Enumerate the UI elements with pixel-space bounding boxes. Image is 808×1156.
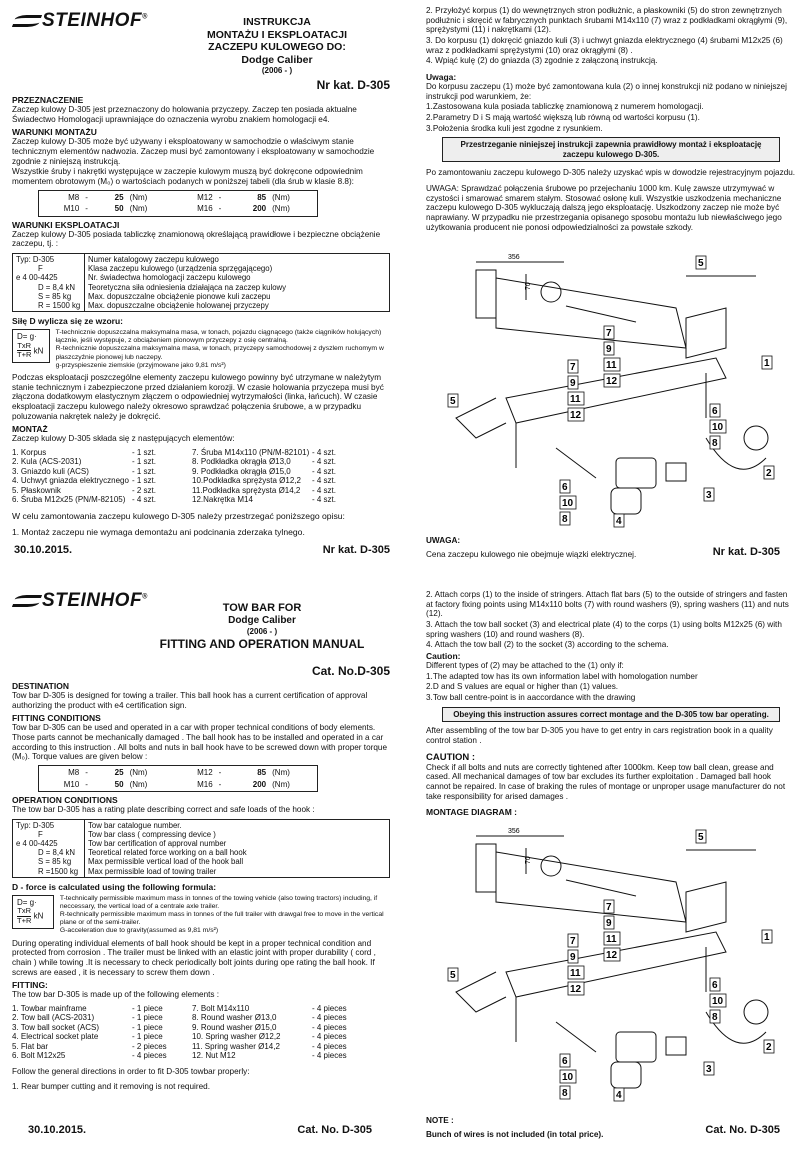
note-heading: UWAGA: <box>426 536 461 545</box>
section-heading: DESTINATION <box>12 681 69 691</box>
q1-body <box>12 92 390 538</box>
callout-label-5: 5 <box>698 258 704 269</box>
formula-heading: Siłę D wylicza się ze wzoru: <box>12 316 124 327</box>
q2-callouts <box>436 248 792 528</box>
paragraph: Check if all bolts and nuts are correctly tightened after 1000km. Keep tow ball clean, grease and cased. All mechanical damages of tow bar excludes its further exploitation . Damaged ball hook cannot be repaired. In case of braking the rules of montage or unproper usage manufacturer do not take responsibility for arised damages . <box>426 762 786 801</box>
callout-label-7: 7 <box>606 328 612 339</box>
formula-heading: D - force is calculated using the following formula: <box>12 881 217 892</box>
callout-label-12: 12 <box>570 410 582 421</box>
callout-label-3: 3 <box>706 490 712 501</box>
formula: D= g· $\frac{\text{TxR}}{T+R}$ kN T-technically permissible maximum mass in tonnes of the towing vehicle (also towing tractors) including, if neccessary, the vertical load of a centrale axle trailer. R-technically permissible maximum mass in tonnes of the full trailer with drawgal free to move in the vertical plane or of the semi-trailer. G-acceleration due to gravity(assumed as 9,81 m/s²) <box>12 895 390 936</box>
section-heading: FITTING CONDITIONS <box>12 713 101 724</box>
paragraph: 2. Attach corps (1) to the inside of stringers. Attach flat bars (5) to the outside of stringers and fasten at factory fixing points using M14x110 bolts (7) with round washers (9), spring washers (11) and nuts (12). <box>426 590 789 619</box>
callout-label-5: 5 <box>698 832 704 843</box>
q3-body <box>12 678 390 1093</box>
torque-table: M8 - 25 (Nm) M12 - 85 (Nm) M10 - 50 (Nm) M16 - 200 (Nm) <box>38 765 318 792</box>
q3-title: TOW BAR FOR Dodge Caliber (2006 - ) FITTING AND OPERATION MANUAL <box>159 602 365 651</box>
callout-label-4: 4 <box>616 516 622 527</box>
callout-label-7: 7 <box>606 902 612 913</box>
paragraph: 2. Przyłożyć korpus (1) do wewnętrznych stron podłużnic, a płaskowniki (5) do stron zewnętrznych podłużnic i skręcić w fabrycznych punktach śrubami M14x110 (7) wraz z podkładkami okrągłymi (9), sprężystymi (11) i nakrętkami (12). <box>426 6 788 35</box>
q3-cat-no: Cat. No.D-305 <box>311 664 390 678</box>
q4-footer-cat: Cat. No. D-305 <box>705 1124 780 1136</box>
dim-356-label: 356 <box>508 254 520 261</box>
paragraph: The tow bar D-305 is made up of the following elements : <box>12 990 220 1000</box>
list-item: 3.Tow ball centre-point is in aaccordance with the drawing <box>426 693 636 703</box>
q3-english-manual <box>12 586 392 1150</box>
q1-date: 30.10.2015. <box>14 544 73 556</box>
q1-title: INSTRUKCJA MONTAŻU I EKSPLOATACJI ZACZEPU KULOWEGO DO: Dodge Caliber (2006 - ) <box>207 16 347 76</box>
callout-label-5: 5 <box>450 396 456 407</box>
callout-label-10: 10 <box>712 422 724 433</box>
paragraph: 4. Attach the tow ball (2) to the socket (3) according to the schema. <box>426 640 669 650</box>
callout-label-3: 3 <box>706 1064 712 1075</box>
callout-label-9: 9 <box>570 378 576 389</box>
steinhof-logo: STEINHOF® <box>14 590 148 612</box>
list-item: 2.D and S values are equal or higher than (1) values. <box>426 682 619 692</box>
section-heading: WARUNKI EKSPLOATACJI <box>12 219 120 230</box>
paragraph: After assembling of the tow bar D-305 you have to get entry in cars registration book in a quality control station . <box>426 726 773 745</box>
callout-label-8: 8 <box>562 1088 568 1099</box>
callout-label-1: 1 <box>764 358 770 369</box>
paragraph: Zaczep kulowy D-305 posiada tabliczkę znamionową określającą prawidłowe i bezpieczne obciążenie zaczepu, tj. : <box>12 229 381 249</box>
section-heading: Caution: <box>426 651 461 662</box>
callout-label-9: 9 <box>606 918 612 929</box>
callout-label-11: 11 <box>606 360 617 371</box>
callout-label-6: 6 <box>712 980 718 991</box>
paragraph: During operating individual elements of ball hook should be kept in a proper technical condition and protected from corrosion . The trailer must be linked with an elastic joint with proper durability ( cord , chain ) while towing .It is necessary to check periodically bolt joints during ope rating the ball hook. If screws are eased , it is necessary to screw them down . <box>12 938 376 977</box>
paragraph: 3. Attach the tow ball socket (3) and electrical plate (4) to the corps (1) using bolts M12x25 (6) with spring washers (10) and round washers (8). <box>426 620 782 639</box>
callout-label-10: 10 <box>562 498 574 509</box>
callout-label-8: 8 <box>562 514 568 525</box>
note-heading: NOTE : <box>426 1116 454 1125</box>
callout-label-9: 9 <box>606 344 612 355</box>
q3-footer-cat: Cat. No. D-305 <box>297 1124 372 1136</box>
list-item: 1.The adapted tow has its own information label with homologation number <box>426 671 698 681</box>
q1-cat-no: Nr kat. D-305 <box>316 78 390 92</box>
rating-plate: Typ: D-305 F e 4 00-4425 D = 8,4 kN S = 85 kg R = 1500 kg Numer katalogowy zaczepu kulowego Klasa zaczepu kulowego (urządzenia sprzęgającego) Nr. świadectwa homologacji zaczepu kulowego Teoretyczna siła odniesienia działająca na zaczep kulowy Max. dopuszczalne obciążenie pionowe kuli zaczepu Max. dopuszczalne obciążenie holowanej przyczepy <box>12 253 390 312</box>
q4-callouts <box>436 822 792 1102</box>
formula: D= g· $\frac{\text{TxR}}{T+R}$ kN T-technicznie dopuszczalna maksymalna masa, w tonach, pojazdu ciągnącego (także ciągników holujących) łącznie, jeśli występuje, z obciążeniem pionowym przyczepy z osię centralną. R-technicznie dopuszczalna maksymalna masa, w tonach, przyczepy samochodowej z dyszlem ruchomym w płaszczyźnie pionowej lub naczepy. g-przyspieszenie ziemskie (przyjmowane jako 9,81 m/s²) <box>12 329 390 370</box>
callout-label-8: 8 <box>712 1012 718 1023</box>
note-text: Cena zaczepu kulowego nie obejmuje wiązki elektrycznej. <box>426 550 637 559</box>
steinhof-logo: STEINHOF® <box>14 10 148 32</box>
callout-label-12: 12 <box>606 376 618 387</box>
list-item: Different types of (2) may be attached to the (1) only if: <box>426 661 624 671</box>
paragraph: Tow bar D-305 can be used and operated in a car with proper technical conditions of body elements. Those parts cannot be mechanically damaged . The ball hook has to be installed and operated in a car according to this instruction . All bolts and nuts in ball hook have to be screwed down with proper torque (M₀). Torque values are given below : <box>12 723 388 762</box>
paragraph: Podczas eksploatacji poszczególne elementy zaczepu kulowego powinny być utrzymane w należytym stanie technicznym i zabezpieczone przed działaniem korozji. W czasie holowania przyczepa musi być złączona dodatkowym elastycznym złączem o odpowiedniej wytrzymałości (linka, łańcuch). W czasie eksploatacji zaczepu kulowego należy okresowo sprawdzać połączenia śrubowe, a w przypadku poluzowania nakrętek należy je dokręcić. <box>12 372 384 421</box>
callout-label-2: 2 <box>766 468 772 479</box>
section-heading: MONTAGE DIAGRAM : <box>426 807 517 818</box>
paragraph: The tow bar D-305 has a rating plate describing correct and safe loads of the hook : <box>12 804 315 814</box>
paragraph: 1. Montaż zaczepu nie wymaga demontażu ani podcinania zderzaka tylnego. <box>12 526 305 537</box>
q2-polish-diagram <box>416 6 800 566</box>
section-heading: WARUNKI MONTAŻU <box>12 127 97 138</box>
q3-date: 30.10.2015. <box>28 1124 87 1136</box>
paragraph: 4. Wpiąć kulę (2) do gniazda (3) zgodnie z załączoną instrukcją. <box>426 56 658 66</box>
callout-label-7: 7 <box>570 362 576 373</box>
paragraph: Po zamontowaniu zaczepu kulowego D-305 należy uzyskać wpis w dowodzie rejestracyjnym pojazdu. <box>426 168 796 178</box>
dim-70-label: 70 <box>525 856 532 864</box>
notice-box: Obeying this instruction assures correct montage and the D-305 tow bar operating. <box>442 707 780 722</box>
list-item: 2.Parametry D i S mają wartość większą lub równą od wartości korpusu (1). <box>426 113 700 123</box>
callout-label-6: 6 <box>562 482 568 493</box>
callout-label-2: 2 <box>766 1042 772 1053</box>
callout-label-6: 6 <box>562 1056 568 1067</box>
paragraph: Zaczep kulowy D-305 składa się z następujących elementów: <box>12 434 235 444</box>
paragraph: 1. Rear bumper cutting and it removing is not required. <box>12 1082 210 1092</box>
callout-label-12: 12 <box>606 950 618 961</box>
list-item: 3.Położenia środka kuli jest zgodne z rysunkiem. <box>426 123 603 133</box>
callout-label-9: 9 <box>570 952 576 963</box>
callout-label-8: 8 <box>712 438 718 449</box>
callout-label-6: 6 <box>712 406 718 417</box>
paragraph: UWAGA: Sprawdzać połączenia śrubowe po przejechaniu 1000 km. Kulę zawsze utrzymywać w czystości i smarować smarem stałym. Stosować osłonę kuli. Wszystkie uszkodzenia mechaniczne zaczepu kulowego D-305 wykluczają dalszą jego eksploatację. Uszkodzony zaczep nie może być naprawiany. W przypadku nie przestrzegania opisanego sposobu montażu lub niewłaściwego jego użytkowania producent nie ponosi odpowiedzialności za powstałe szkody. <box>426 183 782 232</box>
notice-box: Przestrzeganie niniejszej instrukcji zapewnia prawidłowy montaż i eksploatację zaczepu kulowego D-305. <box>442 137 780 162</box>
section-heading: MONTAŻ <box>12 424 48 435</box>
torque-table: M8 - 25 (Nm) M12 - 85 (Nm) M10 - 50 (Nm) M16 - 200 (Nm) <box>38 190 318 217</box>
callout-label-11: 11 <box>570 394 581 405</box>
callout-label-11: 11 <box>606 934 617 945</box>
paragraph: Zaczep kulowy D-305 może być używany i eksploatowany w samochodzie o właściwym stanie technicznym elementów nadwozia. Zaczep musi być zamontowany i eksploatowany w samochodzie zgodnie z niniejszą instrukcją. <box>12 137 375 166</box>
callout-label-12: 12 <box>570 984 582 995</box>
q1-footer-cat: Nr kat. D-305 <box>322 544 390 556</box>
paragraph: 3. Do korpusu (1) dokręcić gniazdo kuli (3) i uchwyt gniazda elektrycznego (4) śrubami M12x25 (6) wraz z podkładkami sprężystymi (10) oraz okrągłymi (8) . <box>426 36 783 55</box>
section-heading: CAUTION : <box>426 751 476 763</box>
paragraph: Tow bar D-305 is designed for towing a trailer. This ball hook has a current certification of approval authorizing the product with e4 certification sign. <box>12 691 368 710</box>
paragraph: W celu zamontowania zaczepu kulowego D-305 należy przestrzegać poniższego opisu: <box>12 510 345 521</box>
parts-list: 1. Towbar mainframe - 1 piece 7. Bolt M14x110 - 4 pieces 2. Tow ball (ACS-2031) - 1 piece 8. Round washer Ø13,0 - 4 pieces 3. Tow ball socket (ACS) - 1 piece 9. Round washer Ø15,0 - 4 pieces 4. Electrical socket plate - 1 piece 10. Spring washer Ø12,2 - 4 pieces 5. Flat bar - 2 pieces 11. Spring washer Ø14,2 - 4 pieces 6. Bolt M12x25 - 4 pieces 12. Nut M12 - 4 pieces <box>12 1003 347 1061</box>
dim-356-label: 356 <box>508 828 520 835</box>
q2-body <box>426 6 796 233</box>
callout-label-4: 4 <box>616 1090 622 1101</box>
note-text: Bunch of wires is not included (in total price). <box>426 1130 604 1139</box>
section-heading: Uwaga: <box>426 72 457 83</box>
q4-body <box>426 590 796 817</box>
q2-footer-cat: Nr kat. D-305 <box>712 546 780 558</box>
callout-label-10: 10 <box>712 996 724 1007</box>
callout-label-10: 10 <box>562 1072 574 1083</box>
paragraph: Follow the general directions in order to fit D-305 towbar properly: <box>12 1066 250 1076</box>
callout-label-7: 7 <box>570 936 576 947</box>
section-heading: FITTING: <box>12 980 48 991</box>
rating-plate: Typ: D-305 F e 4 00-4425 D = 8,4 kN S = 85 kg R =1500 kg Tow bar catalogue number. Tow bar class ( compressing device ) Tow bar certification of approval number Teoretical related force working on a ball hook Max permissible vertical load of the hook ball Max permissible load of towing trailer <box>12 819 390 878</box>
section-heading: PRZEZNACZENIE <box>12 95 84 105</box>
list-item: 1.Zastosowana kula posiada tabliczkę znamionową z numerem homologacji. <box>426 102 704 112</box>
section-heading: OPERATION CONDITIONS <box>12 794 118 805</box>
q1-polish-manual <box>12 6 392 566</box>
paragraph: Wszystkie śruby i nakrętki występujące w zaczepie kulowym muszą być dokręcone odpowiednim momentem obrotowym (M₀) o wartościach podanych w poniższej tabeli (dla śrub w klasie 8.8): <box>12 167 363 187</box>
callout-label-1: 1 <box>764 932 770 943</box>
callout-label-5: 5 <box>450 970 456 981</box>
callout-label-11: 11 <box>570 968 581 979</box>
dim-70-label: 70 <box>525 282 532 290</box>
parts-list: 1. Korpus - 1 szt. 7. Śruba M14x110 (PN/M-82101) - 4 szt. 2. Kula (ACS-2031) - 1 szt. 8. Podkładka okrągła Ø13,0 - 4 szt. 3. Gniazdo kuli (ACS) - 1 szt. 9. Podkładka okrągła Ø15,0 - 4 szt. 4. Uchwyt gniazda elektrycznego - 1 szt. 10.Podkładka sprężysta Ø12,2 - 4 szt. 5. Płaskownik - 2 szt. 11.Podkładka sprężysta Ø14,2 - 4 szt. 6. Śruba M12x25 (PN/M-82105) - 4 szt. 12.Nakrętka M14 - 4 szt. <box>12 447 337 505</box>
paragraph: Zaczep kulowy D-305 jest przeznaczony do holowania przyczepy. Zaczep ten posiada aktualne Świadectwo Homologacji uprawniające do oznaczenia wyrobu znakiem homologacji e4. <box>12 105 357 124</box>
paragraph: Do korpusu zaczepu (1) może być zamontowana kula (2) o innej konstrukcji niż podano w niniejszej instrukcji pod warunkiem, że: <box>426 82 787 101</box>
q4-english-diagram <box>416 586 800 1150</box>
